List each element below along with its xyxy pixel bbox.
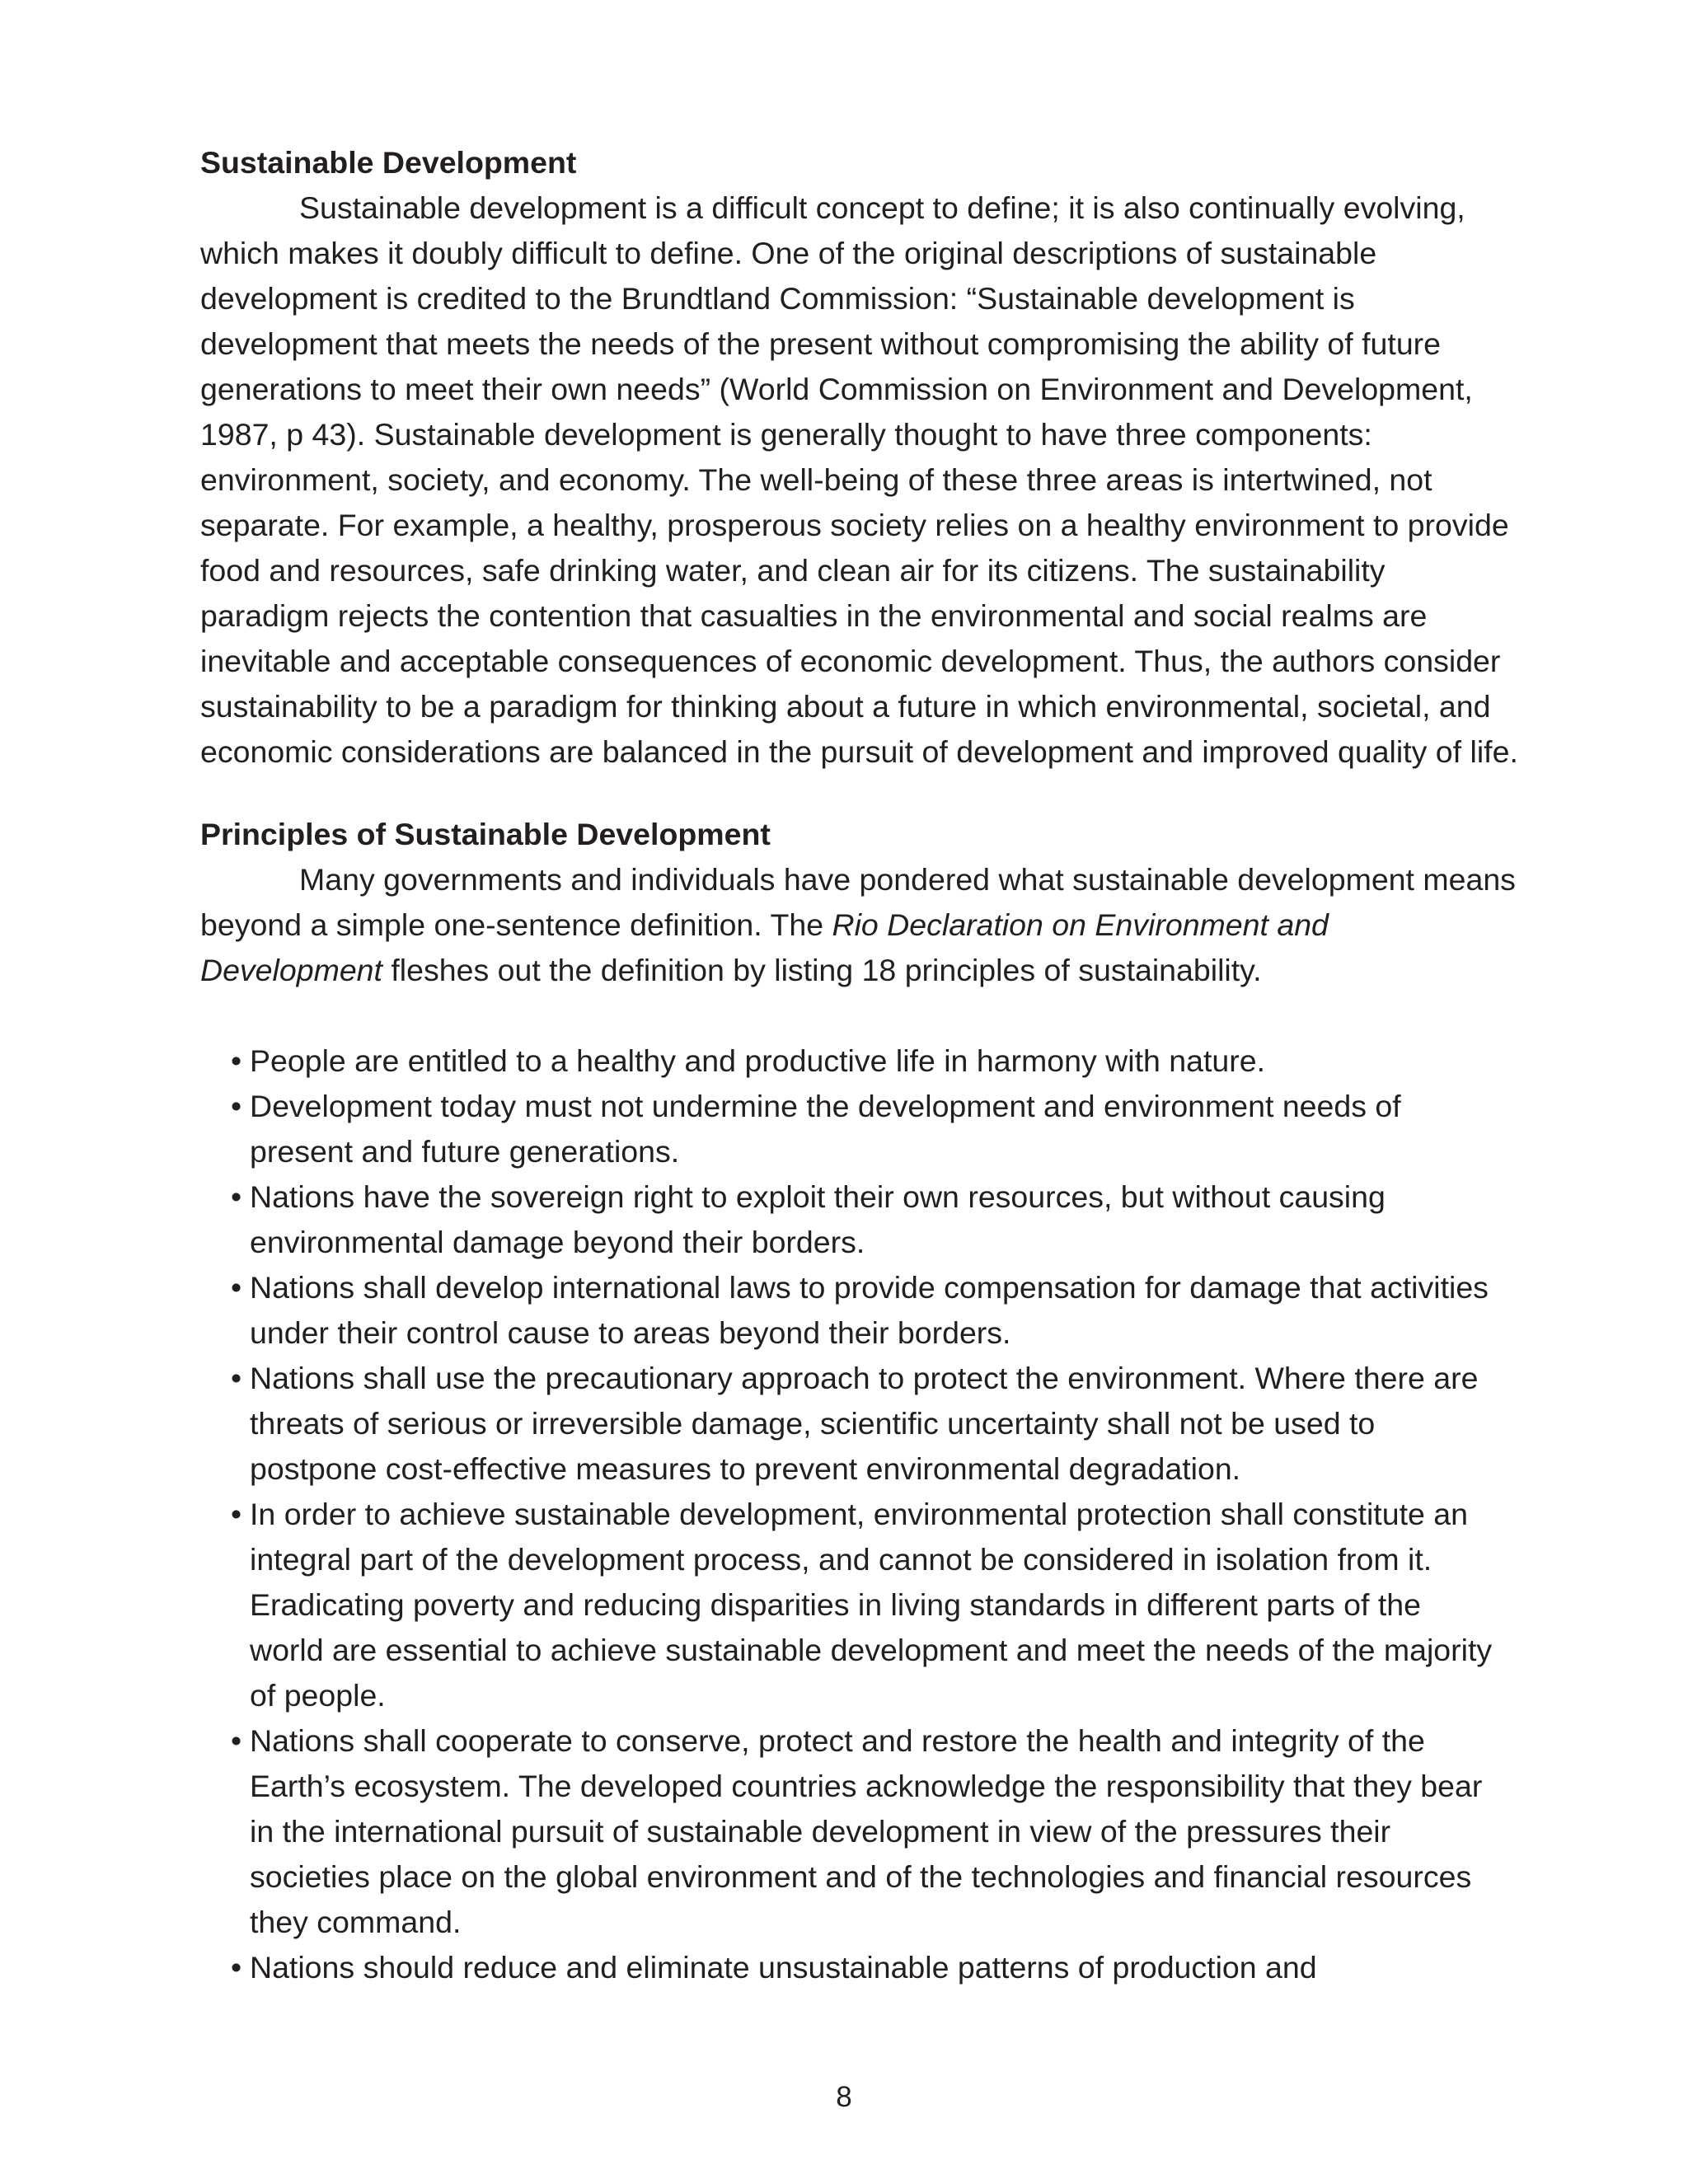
intro-text-italic-title: Rio Declaration on Environment and Development [200,907,1329,987]
list-item: • People are entitled to a healthy and productive life in harmony with nature. [231,1038,1496,1084]
section-principles [200,812,1519,1990]
section-heading-principles: Principles of Sustainable Development [200,817,771,851]
list-item: • Nations shall use the precautionary approach to protect the environment. Where there are threats of serious or irreversible damage, scientific uncertainty shall not be used to postpone cost-effective measures to prevent environmental degradation. [231,1356,1496,1492]
page-number: 8 [836,2081,852,2113]
list-item: • In order to achieve sustainable development, environmental protection shall constitute an integral part of the development process, and cannot be considered in isolation from it. Eradicating poverty and reducing disparities in living standards in different parts of the world are essential to achieve sustainable development and meet the needs of the majority of people. [231,1492,1496,1718]
list-item: • Nations shall cooperate to conserve, protect and restore the health and integrity of the Earth’s ecosystem. The developed countries acknowledge the responsibility that they bear in the international pursuit of sustainable development in view of the pressures their societies place on the global environment and of the technologies and financial resources they command. [231,1718,1496,1945]
intro-text-before: Many governments and individuals have pondered what sustainable development means beyond a simple one-sentence definition. The [200,862,1516,942]
section-heading-sustainable-development: Sustainable Development [200,145,577,180]
intro-text-after: fleshes out the definition by listing 18 principles of sustainability. [382,953,1262,987]
section-paragraph-sustainable-development: Sustainable development is a difficult concept to define; it is also continually evolving, which makes it doubly difficult to define. One of the original descriptions of sustainable development is credited to the Brundtland Commission: “Sustainable development is development that meets the needs of the present without compromising the ability of future generations to meet their own needs” (World Commission on Environment and Development, 1987, p 43). Sustainable development is generally thought to have three components: environment, society, and economy. The well-being of these three areas is intertwined, not separate. For example, a healthy, prosperous society relies on a healthy environment to provide food and resources, safe drinking water, and clean air for its citizens. The sustainability paradigm rejects the contention that casualties in the environmental and social realms are inevitable and acceptable consequences of economic development. Thus, the authors consider sustainability to be a paradigm for thinking about a future in which environmental, societal, and economic considerations are balanced in the pursuit of development and improved quality of life. [200,190,1518,769]
list-item: • Nations shall develop international laws to provide compensation for damage that activities under their control cause to areas beyond their borders. [231,1265,1496,1356]
list-item: • Development today must not undermine the development and environment needs of present and future generations. [231,1084,1496,1174]
list-item: • Nations should reduce and eliminate unsustainable patterns of production and [231,1945,1496,1990]
list-item: • Nations have the sovereign right to exploit their own resources, but without causing environmental damage beyond their borders. [231,1174,1496,1265]
page-content [200,140,1519,1990]
principles-list [200,1038,1496,1990]
section-paragraph-principles-intro [200,857,1519,993]
